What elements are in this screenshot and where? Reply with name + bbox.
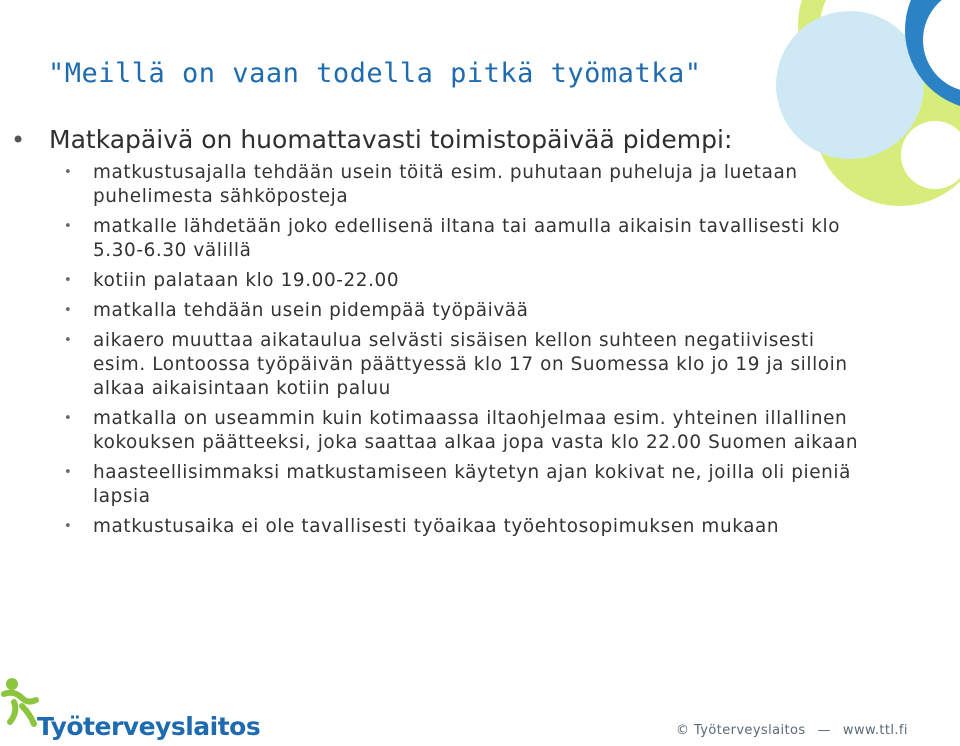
sub-bullet <box>64 461 860 509</box>
footer-separator: — <box>817 723 831 738</box>
logo-wordmark: Työterveyslaitos <box>37 712 261 741</box>
slide-title: "Meillä on vaan todella pitkä työmatka" <box>48 58 702 89</box>
ttl-figure-logo-icon <box>0 676 40 728</box>
bullet-dot-icon: • <box>11 126 26 154</box>
sub-bullet-list <box>64 161 860 539</box>
sub-bullet-text: matkalla tehdään usein pidempää työpäivää <box>93 300 529 321</box>
sub-bullet-text: matkalle lähdetään joko edellisenä iltana tai aamulla aikaisin tavallisesti klo 5.30-6.30 välillä <box>93 216 841 261</box>
main-bullet-text: Matkapäivä on huomattavasti toimistopäivää pidempi: <box>49 125 733 154</box>
sub-bullet-text: matkalla on useammin kuin kotimaassa iltaohjelmaa esim. yhteinen illallinen kokouksen päätteeksi, joka saattaa alkaa jopa vasta klo 22.00 Suomen aikaan <box>93 408 859 453</box>
bullet-dot-icon: • <box>64 465 73 480</box>
bullet-dot-icon: • <box>64 273 73 288</box>
sub-bullet-text: matkustusaika ei ole tavallisesti työaikaa työehtosopimuksen mukaan <box>93 516 780 537</box>
footer-url[interactable]: www.ttl.fi <box>842 723 908 738</box>
sub-bullet <box>64 299 860 323</box>
sub-bullet-text: matkustusajalla tehdään usein töitä esim. puhutaan puheluja ja luetaan puhelimesta sähköposteja <box>93 162 798 207</box>
sub-bullet <box>64 215 860 263</box>
footer-copyright: © Työterveyslaitos <box>676 723 806 738</box>
sub-bullet <box>64 407 860 455</box>
sub-bullet <box>64 515 860 539</box>
bullet-dot-icon: • <box>64 411 73 426</box>
sub-bullet <box>64 269 860 293</box>
slide-content <box>0 124 860 545</box>
bullet-dot-icon: • <box>64 219 73 234</box>
bullet-dot-icon: • <box>64 165 73 180</box>
sub-bullet-text: kotiin palataan klo 19.00-22.00 <box>93 270 400 291</box>
bullet-dot-icon: • <box>64 519 73 534</box>
sub-bullet <box>64 329 860 401</box>
bullet-dot-icon: • <box>64 333 73 348</box>
main-bullet <box>11 124 860 156</box>
footer <box>676 723 908 738</box>
sub-bullet <box>64 161 860 209</box>
bullet-dot-icon: • <box>64 303 73 318</box>
sub-bullet-text: aikaero muuttaa aikataulua selvästi sisäisen kellon suhteen negatiivisesti esim. Lontoossa työpäivän päättyessä klo 17 on Suomessa klo jo 19 ja silloin alkaa aikaisintaan kotiin paluu <box>93 330 848 399</box>
sub-bullet-text: haasteellisimmaksi matkustamiseen käytetyn ajan kokivat ne, joilla oli pieniä lapsia <box>93 462 851 507</box>
